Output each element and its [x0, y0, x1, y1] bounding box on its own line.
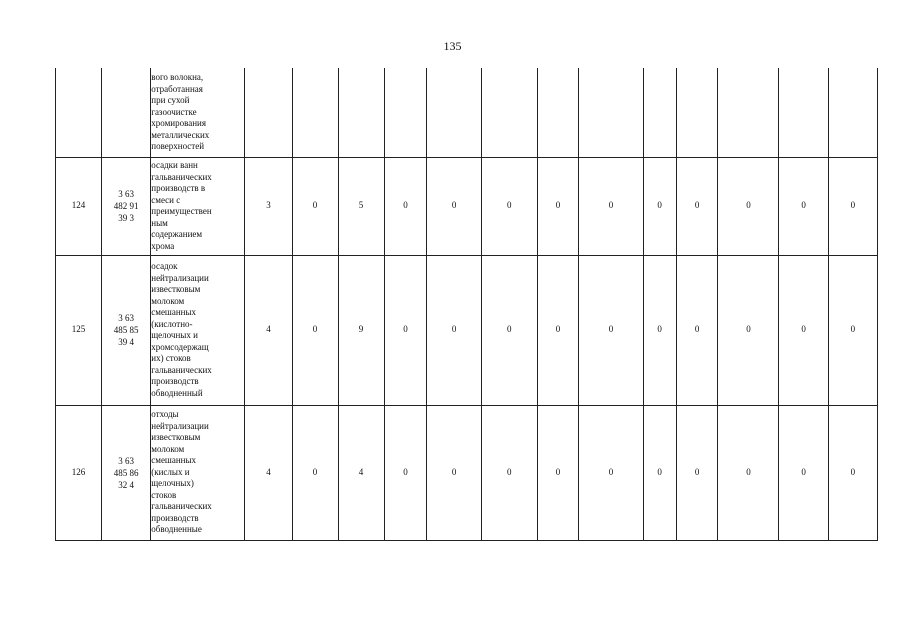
description-line: производств — [151, 512, 199, 523]
description-line: содержанием — [151, 229, 203, 239]
waste-description-cell — [151, 68, 245, 157]
value-cell: 0 — [384, 255, 427, 405]
description-line: щелочных) — [151, 478, 194, 489]
value-cell: 0 — [481, 157, 537, 255]
row-number-cell: 124 — [56, 157, 102, 255]
waste-code-line: 3 63 — [118, 313, 134, 323]
waste-code-line: 3 63 — [118, 189, 134, 199]
description-line: газоочистке — [151, 106, 197, 117]
waste-code-line: 482 91 — [113, 201, 139, 211]
value-cell — [718, 68, 779, 157]
table-row — [56, 157, 878, 255]
description-line: (кислых и — [151, 466, 190, 477]
value-cell: 4 — [245, 405, 292, 540]
value-cell: 0 — [427, 405, 482, 540]
waste-code-line: 3 63 — [118, 455, 134, 466]
description-line: (кислотно- — [151, 318, 193, 329]
waste-code-line: 485 85 — [113, 325, 139, 335]
value-cell: 0 — [828, 255, 877, 405]
value-cell — [245, 68, 292, 157]
value-cell — [779, 68, 828, 157]
description-line: вого волокна, — [151, 72, 204, 82]
description-line: смеси с — [151, 194, 181, 205]
value-cell: 0 — [828, 405, 877, 540]
waste-code-line: 39 3 — [118, 213, 134, 223]
value-cell: 0 — [292, 255, 338, 405]
value-cell: 5 — [338, 157, 384, 255]
value-cell: 0 — [384, 405, 427, 540]
waste-table — [55, 68, 878, 541]
value-cell — [828, 68, 877, 157]
value-cell: 0 — [779, 255, 828, 405]
description-line: обводненные — [151, 524, 202, 535]
waste-code-line: 485 86 — [113, 467, 139, 478]
description-line: известковым — [151, 432, 201, 443]
value-cell — [579, 68, 643, 157]
waste-description-cell — [151, 405, 245, 540]
value-cell: 0 — [537, 255, 579, 405]
waste-code-cell — [102, 157, 151, 255]
waste-code-cell — [102, 68, 151, 157]
description-line: гальванических — [151, 364, 212, 375]
description-line: смешанных — [151, 455, 197, 466]
value-cell: 0 — [643, 157, 676, 255]
table-row — [56, 68, 878, 157]
value-cell — [292, 68, 338, 157]
waste-description-cell — [151, 157, 245, 255]
description-line: гальванических — [151, 171, 212, 182]
description-line: осадок — [151, 261, 178, 271]
page-number: 135 — [443, 39, 462, 53]
value-cell: 0 — [779, 405, 828, 540]
description-line: молоком — [151, 295, 185, 306]
description-line: производств в — [151, 183, 206, 193]
value-cell: 4 — [245, 255, 292, 405]
value-cell — [643, 68, 676, 157]
description-line: хрома — [151, 240, 175, 251]
description-line: хромирования — [151, 118, 206, 128]
value-cell: 0 — [828, 157, 877, 255]
description-line: отходы — [151, 409, 179, 420]
value-cell: 0 — [676, 405, 718, 540]
value-cell — [427, 68, 482, 157]
value-cell: 0 — [718, 157, 779, 255]
value-cell: 0 — [481, 255, 537, 405]
description-line: щелочных и — [151, 330, 198, 340]
waste-code-line: 32 4 — [118, 479, 134, 490]
value-cell: 0 — [718, 255, 779, 405]
row-number-cell: 125 — [56, 255, 102, 405]
row-number-cell — [56, 68, 102, 157]
value-cell: 0 — [427, 255, 482, 405]
waste-code-line: 39 4 — [118, 337, 134, 347]
value-cell: 4 — [338, 405, 384, 540]
value-cell: 0 — [779, 157, 828, 255]
description-line: хромсодержащ — [151, 341, 209, 352]
value-cell — [537, 68, 579, 157]
description-line: известковым — [151, 284, 201, 294]
description-line: их) стоков — [151, 353, 191, 363]
value-cell — [384, 68, 427, 157]
value-cell: 0 — [481, 405, 537, 540]
description-line: преимуществен — [151, 206, 212, 216]
value-cell: 0 — [384, 157, 427, 255]
value-cell: 0 — [579, 255, 643, 405]
value-cell: 0 — [718, 405, 779, 540]
description-line: молоком — [151, 443, 185, 454]
value-cell: 0 — [537, 405, 579, 540]
waste-code-cell — [102, 405, 151, 540]
description-line: нейтрализации — [151, 420, 209, 431]
value-cell — [338, 68, 384, 157]
waste-code-cell — [102, 255, 151, 405]
description-line: осадки ванн — [151, 160, 198, 170]
description-line: стоков — [151, 489, 177, 500]
value-cell: 3 — [245, 157, 292, 255]
waste-description-cell — [151, 255, 245, 405]
description-line: при сухой — [151, 95, 190, 105]
table-row — [56, 255, 878, 405]
description-line: ным — [151, 217, 168, 228]
description-line: гальванических — [151, 501, 212, 512]
row-number-cell: 126 — [56, 405, 102, 540]
value-cell: 0 — [537, 157, 579, 255]
value-cell: 0 — [292, 405, 338, 540]
value-cell: 0 — [579, 157, 643, 255]
value-cell: 0 — [292, 157, 338, 255]
description-line: производств — [151, 376, 199, 386]
description-line: нейтрализации — [151, 272, 209, 283]
description-line: обводненный — [151, 387, 203, 398]
table-row — [56, 405, 878, 540]
value-cell: 9 — [338, 255, 384, 405]
description-line: отработанная — [151, 83, 203, 94]
description-line: поверхностей — [151, 141, 205, 151]
value-cell: 0 — [643, 255, 676, 405]
value-cell: 0 — [579, 405, 643, 540]
value-cell — [481, 68, 537, 157]
value-cell: 0 — [643, 405, 676, 540]
value-cell: 0 — [427, 157, 482, 255]
value-cell — [676, 68, 718, 157]
value-cell: 0 — [676, 157, 718, 255]
description-line: смешанных — [151, 307, 197, 317]
value-cell: 0 — [676, 255, 718, 405]
description-line: металлических — [151, 129, 210, 140]
